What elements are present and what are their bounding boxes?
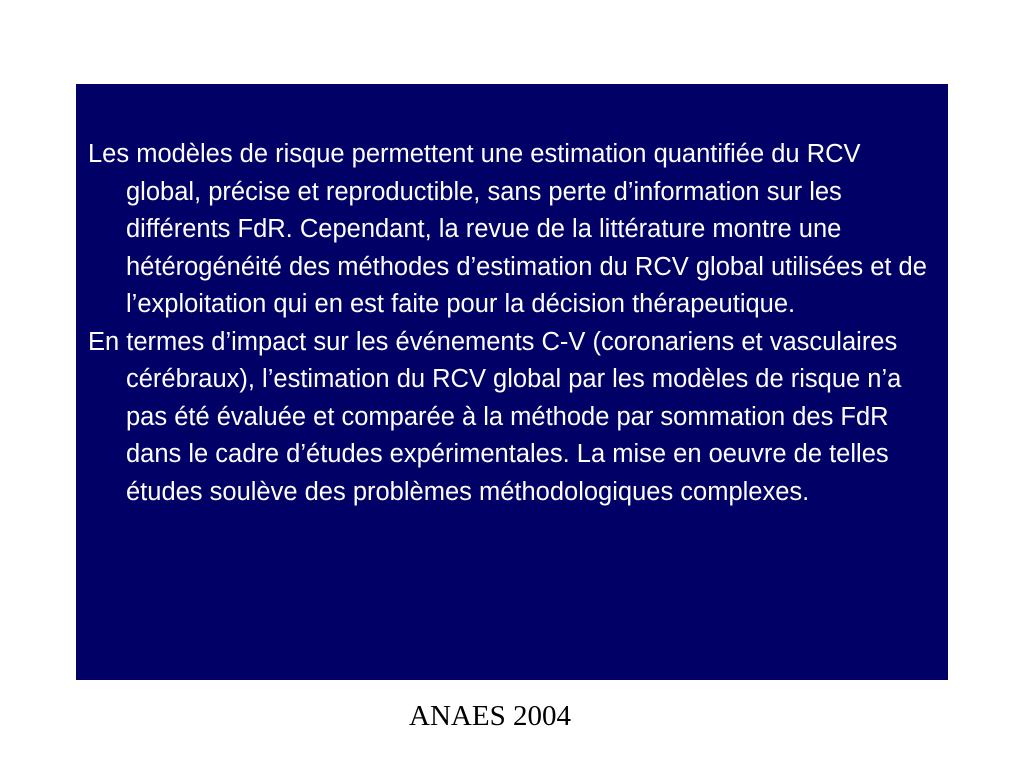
paragraph-risk-models: Les modèles de risque permettent une estimation quantifiée du RCV global, précise et reproductible, sans perte d’information sur les différents FdR. Cependant, la revue de la littérature montre une hétérogénéité des méthodes d’estimation du RCV global utilisées et de l’exploitation qui en est faite pour la décision thérapeutique.: [88, 140, 927, 318]
source-footer: [0, 700, 1024, 733]
paragraph-cv-impact: En termes d’impact sur les événements C-V (coronariens et vasculaires cérébraux), l’estimation du RCV global par les modèles de risque n’a pas été évaluée et comparée à la méthode par sommation des FdR dans le cadre d’études expérimentales. La mise en oeuvre de telles études soulève des problèmes méthodologiques complexes.: [88, 327, 902, 506]
content-panel: [76, 84, 948, 680]
source-footer-text: ANAES 2004: [409, 700, 571, 732]
